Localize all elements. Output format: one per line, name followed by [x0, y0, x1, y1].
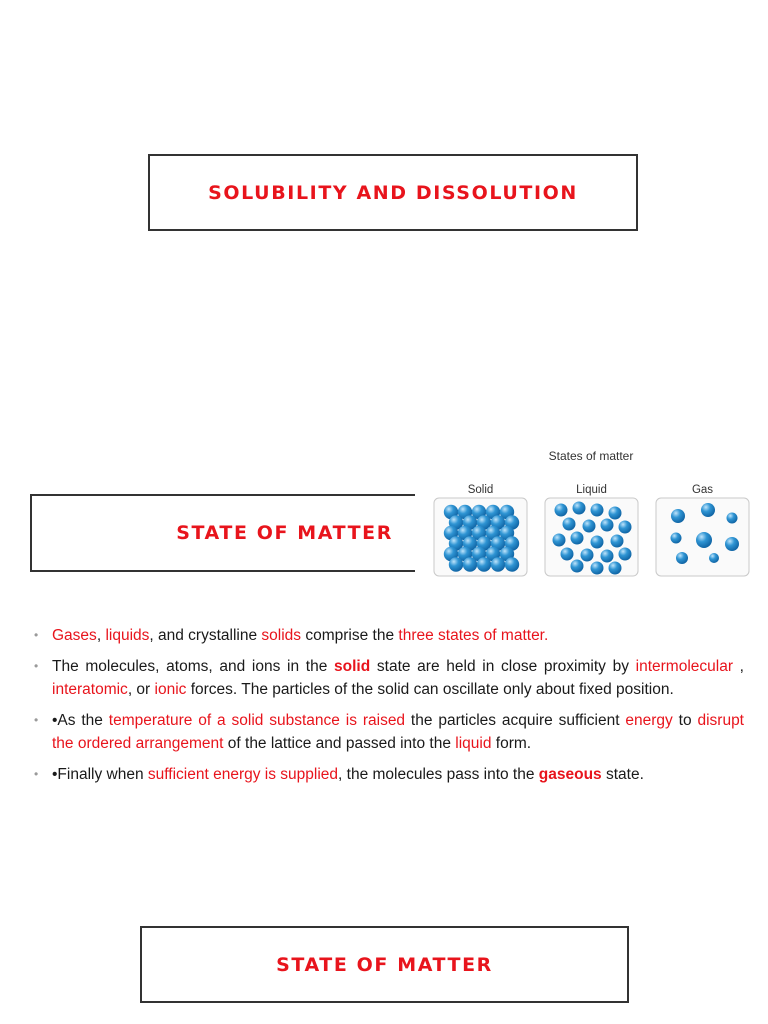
section-title-box — [30, 494, 415, 572]
text-run: liquids — [105, 627, 150, 644]
text-run: disrupt the ordered arrangement — [52, 712, 744, 752]
particle — [583, 520, 596, 533]
section-title: STATE OF MATTER — [176, 522, 393, 544]
particle — [477, 557, 491, 571]
slide-title-2: STATE OF MATTER — [276, 953, 493, 976]
particle — [505, 557, 519, 571]
bullet-item — [34, 709, 744, 755]
particle — [571, 560, 584, 573]
slide-title-box-2 — [140, 926, 629, 1003]
text-run: energy — [625, 712, 673, 729]
text-run: form. — [491, 735, 532, 752]
text-run: , the molecules pass into the — [338, 766, 539, 783]
particle — [671, 533, 682, 544]
particle — [709, 553, 719, 563]
panel-label: Solid — [467, 484, 494, 496]
particle — [553, 534, 566, 547]
particle — [591, 504, 604, 517]
particle — [571, 532, 584, 545]
states-of-matter-diagram — [428, 444, 758, 584]
bullet-item — [34, 624, 744, 647]
particle — [696, 532, 712, 548]
text-run: sufficient energy is supplied — [147, 766, 339, 783]
bullet-list — [34, 624, 744, 794]
particle — [671, 509, 685, 523]
text-run: state. — [601, 766, 644, 783]
text-run: Gases — [52, 627, 97, 644]
particle — [463, 557, 477, 571]
particle — [555, 504, 568, 517]
panel-label: Gas — [691, 484, 714, 496]
bullet-item — [34, 763, 744, 786]
text-run: , and crystalline — [149, 627, 262, 644]
text-run: three states of matter. — [398, 627, 549, 644]
particle — [561, 548, 574, 561]
text-run: solids — [261, 627, 302, 644]
text-run: •Finally when — [52, 766, 148, 783]
text-run: of the lattice and passed into the — [223, 735, 456, 752]
particle — [609, 507, 622, 520]
bullet-marker: • — [34, 628, 39, 642]
particle — [591, 562, 604, 575]
particle — [676, 552, 688, 564]
text-run: , — [733, 658, 744, 675]
particle — [581, 549, 594, 562]
particle — [449, 557, 463, 571]
particle — [563, 518, 576, 531]
text-run: to — [672, 712, 698, 729]
text-run: liquid — [455, 735, 492, 752]
particle — [701, 503, 715, 517]
text-run: solid — [334, 658, 371, 675]
particle-group-solid — [444, 505, 519, 572]
text-run: ionic — [154, 681, 187, 698]
particle — [491, 557, 505, 571]
text-run: interatomic — [52, 681, 128, 698]
bullet-marker: • — [34, 767, 39, 781]
particle — [611, 535, 624, 548]
text-run: comprise the — [301, 627, 399, 644]
slide-title-box — [148, 154, 638, 231]
particle — [601, 519, 614, 532]
slide-title: SOLUBILITY AND DISSOLUTION — [208, 181, 578, 204]
text-run: , — [96, 627, 106, 644]
particle — [725, 537, 739, 551]
text-run: forces. The particles of the solid can oscillate only about fixed position. — [186, 681, 674, 698]
particle — [601, 550, 614, 563]
text-run: •As the — [52, 712, 109, 729]
text-run: , or — [127, 681, 155, 698]
text-run: the particles acquire sufficient — [405, 712, 626, 729]
particle — [591, 536, 604, 549]
bullet-marker: • — [34, 713, 39, 727]
panel-label: Liquid — [576, 484, 607, 496]
particle — [619, 548, 632, 561]
text-run: intermolecular — [635, 658, 733, 675]
particle — [609, 562, 622, 575]
text-run: state are held in close proximity by — [370, 658, 636, 675]
bullet-item — [34, 655, 744, 701]
text-run: The molecules, atoms, and ions in the — [52, 658, 335, 675]
particle — [619, 521, 632, 534]
diagram-heading: States of matter — [548, 449, 634, 463]
bullet-marker: • — [34, 659, 39, 673]
particle — [727, 513, 738, 524]
particle — [573, 502, 586, 515]
text-run: temperature of a solid substance is raised — [108, 712, 406, 729]
text-run: gaseous — [538, 766, 602, 783]
